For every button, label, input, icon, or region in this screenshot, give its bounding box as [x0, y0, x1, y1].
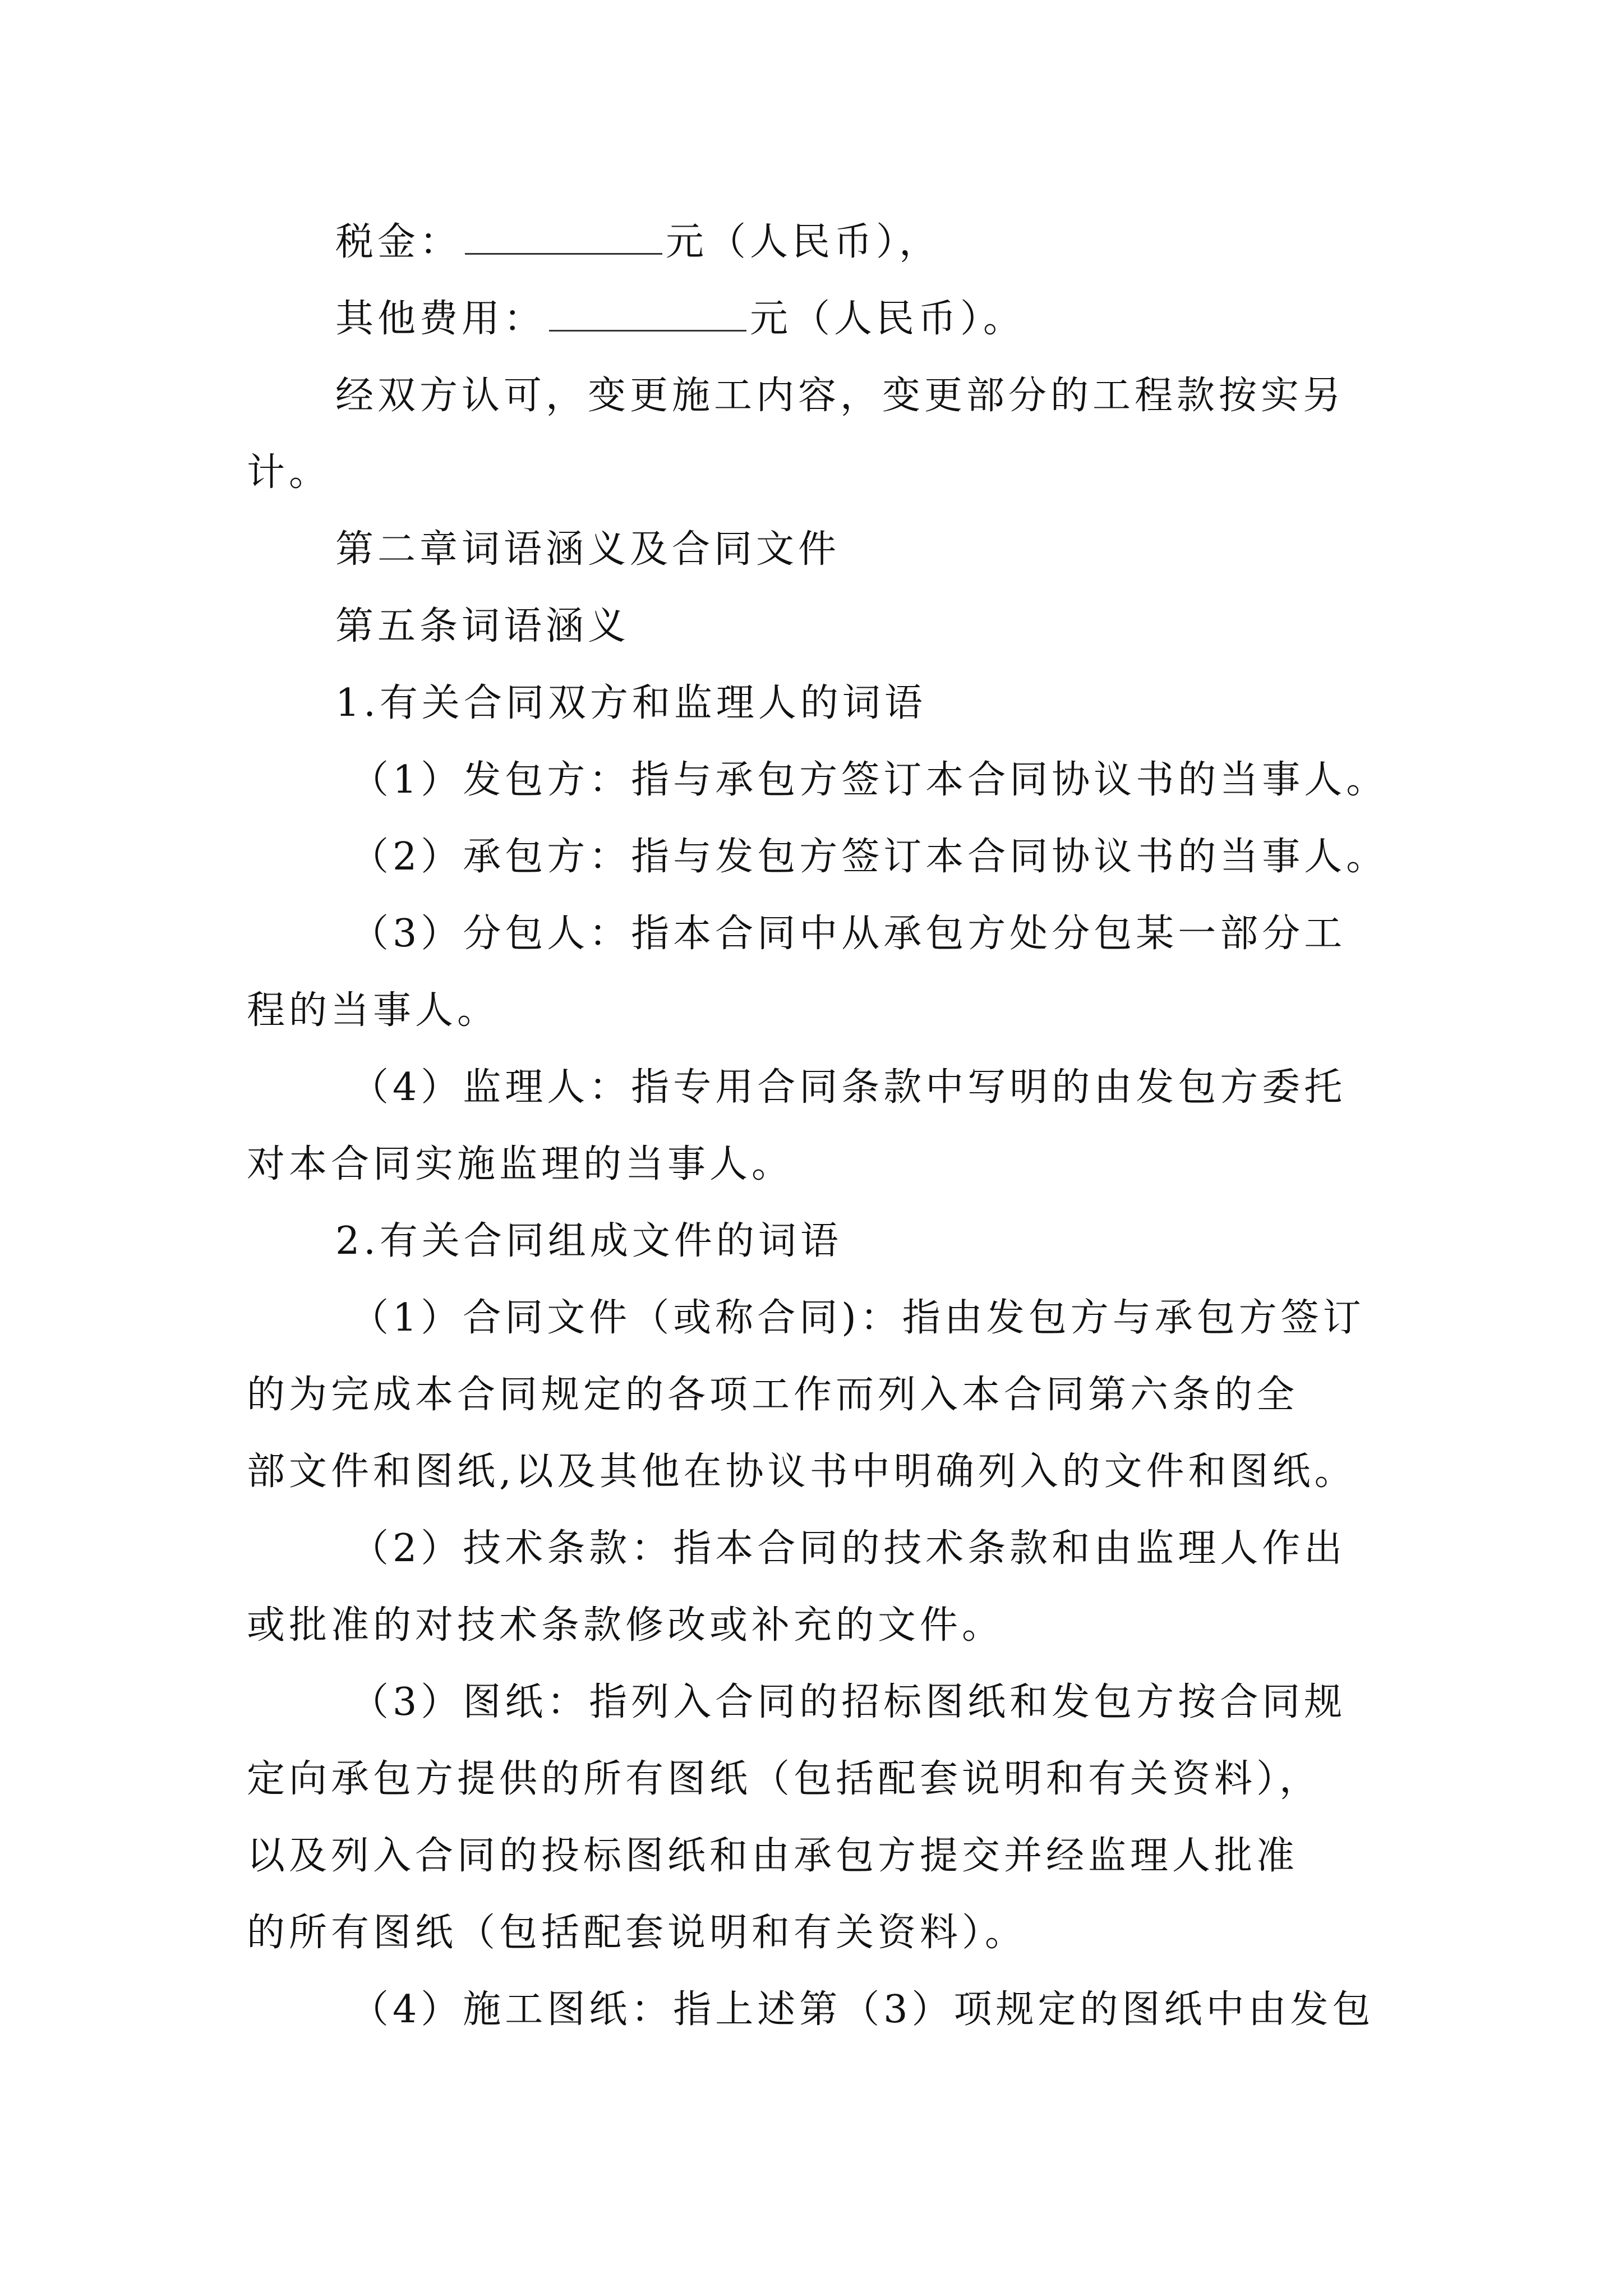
- tax-blank: [465, 214, 662, 255]
- item-2-3-line-1: （3）图纸：指列入合同的招标图纸和发包方按合同规: [351, 1680, 1347, 1724]
- item-2-1-line-1: （1）合同文件（或称合同)：指由发包方与承包方签订: [351, 1296, 1365, 1340]
- item-2-2-line-2: 或批准的对技术条款修改或补充的文件。: [247, 1603, 1004, 1648]
- tax-label: 税金：: [335, 220, 462, 264]
- item-1-3-line-2: 程的当事人。: [247, 988, 500, 1033]
- other-fees-label: 其他费用：: [335, 297, 546, 341]
- section-1-heading: 1.有关合同双方和监理人的词语: [335, 681, 926, 725]
- item-1-2: （2）承包方：指与发包方签订本合同协议书的当事人。: [351, 835, 1389, 879]
- other-fees-line: [335, 280, 1502, 358]
- item-2-4-line-1: （4）施工图纸：指上述第（3）项规定的图纸中由发包: [351, 1987, 1375, 2032]
- article-heading: 第五条词语涵义: [335, 604, 630, 648]
- item-2-2-line-1: （2）技术条款：指本合同的技术条款和由监理人作出: [351, 1526, 1347, 1571]
- item-1-4-line-2: 对本合同实施监理的当事人。: [247, 1142, 794, 1186]
- item-2-3-line-2: 定向承包方提供的所有图纸（包括配套说明和有关资料），: [247, 1757, 1322, 1801]
- other-fees-unit: 元（人民币）。: [750, 297, 1026, 341]
- item-1-1: （1）发包方：指与承包方签订本合同协议书的当事人。: [351, 758, 1389, 802]
- item-2-1-line-3: 部文件和图纸,以及其他在协议书中明确列入的文件和图纸。: [247, 1450, 1357, 1494]
- change-clause-line-2: 计。: [247, 450, 331, 495]
- tax-line: [335, 203, 1502, 282]
- section-2-heading: 2.有关合同组成文件的词语: [335, 1219, 842, 1263]
- item-1-3-line-1: （3）分包人：指本合同中从承包方处分包某一部分工: [351, 912, 1347, 956]
- item-2-3-line-3: 以及列入合同的投标图纸和由承包方提交并经监理人批准: [247, 1834, 1299, 1878]
- item-2-3-line-4: 的所有图纸（包括配套说明和有关资料）。: [247, 1911, 1027, 1955]
- item-2-1-line-2: 的为完成本合同规定的各项工作而列入本合同第六条的全: [247, 1373, 1299, 1417]
- change-clause-line-1: 经双方认可，变更施工内容，变更部分的工程款按实另: [335, 374, 1345, 418]
- tax-unit: 元（人民币），: [666, 220, 942, 264]
- item-1-4-line-1: （4）监理人：指专用合同条款中写明的由发包方委托: [351, 1065, 1347, 1110]
- other-fees-blank: [549, 291, 746, 332]
- chapter-heading: 第二章词语涵义及合同文件: [335, 527, 841, 572]
